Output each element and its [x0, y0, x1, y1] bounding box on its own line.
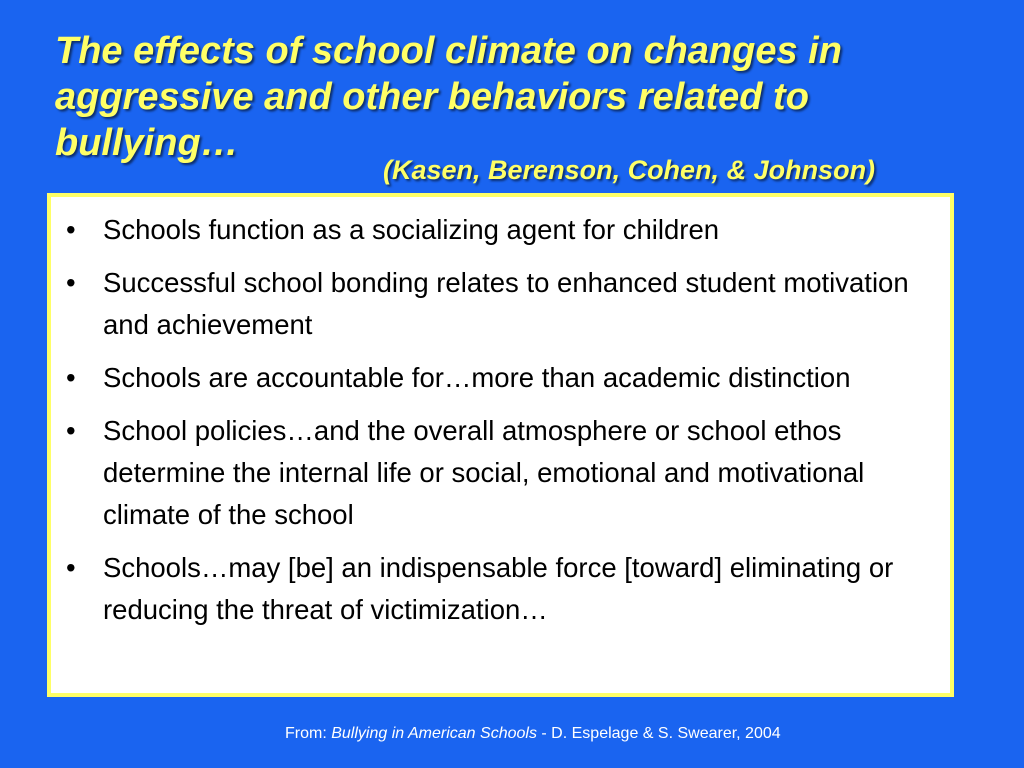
bullet-text: Schools are accountable for…more than academic distinction — [103, 362, 851, 393]
source-footer — [285, 725, 781, 743]
footer-book-title: Bullying in American Schools — [331, 725, 537, 742]
bullet-icon: • — [66, 214, 76, 245]
bullet-item — [51, 262, 950, 346]
bullet-list — [51, 209, 950, 642]
title-emphasis: school climate — [311, 30, 576, 72]
bullet-text: Successful school bonding relates to enhanced student motivation and achievement — [103, 267, 909, 340]
bullet-icon: • — [66, 415, 76, 446]
bullet-icon: • — [66, 362, 76, 393]
bullet-item — [51, 410, 950, 536]
bullet-text: School policies…and the overall atmosphere or school ethos determine the internal life or social, emotional and motivational climate of the school — [103, 415, 865, 530]
bullet-text: Schools…may [be] an indispensable force [toward] eliminating or reducing the threat of victimization… — [103, 552, 894, 625]
slide-title — [55, 28, 995, 185]
title-part1: The effects of — [55, 30, 312, 72]
title-part2: on changes in aggressive and other behaviors related to bullying… — [55, 30, 842, 164]
bullet-icon: • — [66, 267, 76, 298]
bullet-item — [51, 209, 950, 251]
title-citation: (Kasen, Berenson, Cohen, & Johnson) — [383, 155, 876, 185]
bullet-item — [51, 357, 950, 399]
bullet-item — [51, 547, 950, 631]
footer-authors: - D. Espelage & S. Swearer, 2004 — [536, 725, 781, 742]
bullet-icon: • — [66, 552, 76, 583]
footer-prefix: From: — [285, 725, 332, 742]
bullet-text: Schools function as a socializing agent for children — [103, 214, 720, 245]
content-box — [47, 193, 954, 697]
